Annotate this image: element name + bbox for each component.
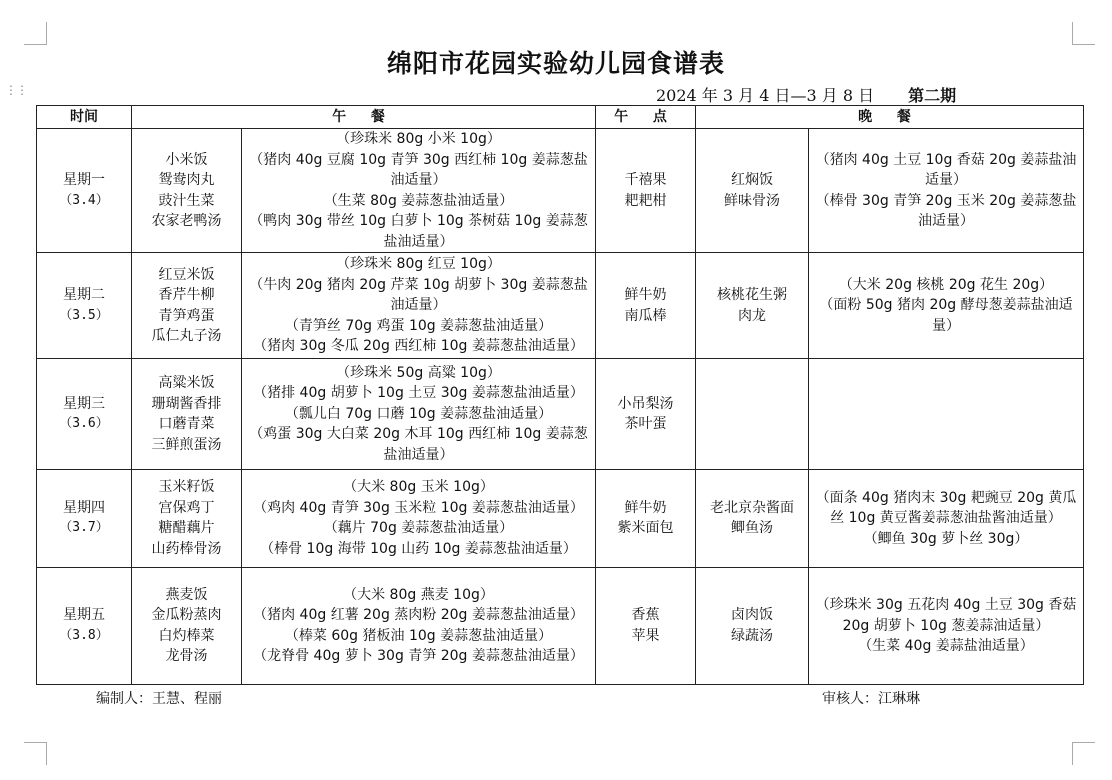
day-cell bbox=[37, 470, 132, 567]
day-date: （3.6） bbox=[59, 416, 109, 431]
snack-cell bbox=[596, 567, 696, 684]
day-name: 星期五 bbox=[63, 607, 105, 624]
lunch-dish: 糖醋藕片 bbox=[158, 520, 215, 537]
day-row bbox=[37, 358, 1084, 469]
dinner-dish: 老北京杂酱面 bbox=[710, 499, 794, 516]
lunch-dish: 金瓜粉蒸肉 bbox=[151, 607, 222, 624]
lunch-dish: 瓜仁丸子汤 bbox=[151, 328, 222, 345]
snack-item: 香蕉 bbox=[631, 607, 660, 624]
lunch-dish: 龙骨汤 bbox=[165, 648, 208, 665]
header-snack: 午 点 bbox=[596, 106, 696, 129]
lunch-ingredient-note: （鸡蛋 30g 大白菜 20g 木耳 10g 西红柿 10g 姜蒜葱盐油适量） bbox=[249, 426, 588, 463]
lunch-ingredient-note: （猪肉 40g 红薯 20g 蒸肉粉 20g 姜蒜葱盐油适量） bbox=[253, 607, 584, 624]
date-range-line bbox=[656, 83, 956, 106]
dinner-dish: 核桃花生粥 bbox=[717, 287, 787, 304]
header-time: 时间 bbox=[37, 106, 132, 129]
snack-item: 紫米面包 bbox=[617, 520, 674, 537]
lunch-dishes-cell bbox=[132, 567, 242, 684]
lunch-dish: 口蘑青菜 bbox=[158, 416, 215, 432]
dinner-dish: 卤肉饭 bbox=[731, 607, 773, 624]
dinner-ingredient-note: （大米 20g 核桃 20g 花生 20g） bbox=[838, 276, 1054, 293]
lunch-ingredient-note: （棒菜 60g 猪板油 10g 姜蒜葱盐油适量） bbox=[284, 627, 553, 644]
dinner-dish: 绿蔬汤 bbox=[731, 627, 773, 644]
day-date: （3.8） bbox=[59, 627, 109, 643]
day-cell bbox=[37, 567, 132, 684]
page-corner-mark bbox=[1072, 22, 1095, 45]
snack-item: 鲜牛奶 bbox=[624, 287, 667, 304]
lunch-ingredient-note: （珍珠米 80g 红豆 10g） bbox=[336, 256, 501, 273]
day-date: （3.7） bbox=[59, 520, 109, 536]
lunch-dish: 宫保鸡丁 bbox=[158, 499, 215, 516]
dinner-ingredients-cell bbox=[809, 358, 1084, 469]
lunch-ingredient-note: （牛肉 20g 猪肉 20g 芹菜 10g 胡萝卜 30g 姜蒜葱盐油适量） bbox=[249, 276, 588, 314]
snack-item: 鲜牛奶 bbox=[624, 499, 667, 516]
dinner-dish: 肉龙 bbox=[738, 307, 766, 324]
header-dinner: 晚 餐 bbox=[696, 106, 1084, 129]
lunch-dish: 豉汁生菜 bbox=[158, 192, 215, 209]
day-cell bbox=[37, 129, 132, 253]
snack-item: 耙耙柑 bbox=[624, 192, 667, 209]
lunch-ingredient-note: （生菜 80g 姜蒜葱盐油适量） bbox=[323, 192, 514, 209]
day-cell bbox=[37, 253, 132, 358]
lunch-dish: 农家老鸭汤 bbox=[151, 213, 222, 230]
dinner-ingredients-cell bbox=[809, 129, 1084, 253]
lunch-dish: 山药棒骨汤 bbox=[151, 540, 222, 557]
editor-credit: 编制人：王慧、程丽 bbox=[96, 691, 222, 707]
lunch-ingredients-cell bbox=[242, 567, 596, 684]
header-row bbox=[37, 106, 1084, 129]
lunch-dishes-cell bbox=[132, 129, 242, 253]
lunch-ingredient-note: （藕片 70g 姜蒜葱盐油适量） bbox=[323, 520, 514, 537]
day-row bbox=[37, 129, 1084, 253]
dinner-ingredient-note: （生菜 40g 姜蒜盐油适量） bbox=[858, 638, 1034, 655]
lunch-ingredient-note: （大米 80g 玉米 10g） bbox=[343, 479, 494, 496]
snack-cell bbox=[596, 253, 696, 358]
dinner-dishes-cell bbox=[696, 567, 809, 684]
lunch-dish: 三鲜煎蛋汤 bbox=[151, 436, 222, 453]
lunch-ingredient-note: （鸡肉 40g 青笋 30g 玉米粒 10g 姜蒜葱盐油适量） bbox=[253, 499, 584, 516]
lunch-dishes-cell bbox=[132, 470, 242, 567]
page-corner-mark bbox=[1072, 742, 1095, 765]
day-name: 星期四 bbox=[63, 499, 105, 516]
dinner-ingredient-note: （猪肉 40g 土豆 10g 香菇 20g 姜蒜盐油适量） bbox=[815, 151, 1077, 189]
lunch-dishes-cell bbox=[132, 358, 242, 469]
date-range: 2024 年 3 月 4 日—3 月 8 日 bbox=[656, 86, 875, 105]
snack-item: 苹果 bbox=[631, 627, 660, 644]
dinner-ingredients-cell bbox=[809, 567, 1084, 684]
lunch-ingredient-note: （猪肉 40g 豆腐 10g 青笋 30g 西红柿 10g 姜蒜葱盐油适量） bbox=[249, 151, 588, 189]
lunch-ingredient-note: （猪肉 30g 冬瓜 20g 西红柿 10g 姜蒜葱盐油适量） bbox=[253, 338, 584, 355]
lunch-dish: 小米饭 bbox=[165, 151, 208, 168]
dinner-ingredient-note: （面条 40g 猪肉末 30g 耙豌豆 20g 黄瓜丝 10g 黄豆酱姜蒜葱油盐酱油适量） bbox=[815, 489, 1077, 527]
dinner-dishes-cell bbox=[696, 470, 809, 567]
lunch-ingredient-note: （瓢儿白 70g 口蘑 10g 姜蒜葱盐油适量） bbox=[284, 405, 553, 422]
day-date: （3.4） bbox=[59, 192, 109, 208]
dinner-dishes-cell bbox=[696, 358, 809, 469]
day-cell bbox=[37, 358, 132, 469]
day-name: 星期三 bbox=[63, 395, 105, 412]
dinner-dish: 红焖饭 bbox=[731, 172, 773, 189]
lunch-dish: 白灼棒菜 bbox=[158, 627, 215, 644]
dinner-dish: 鲜味骨汤 bbox=[724, 192, 780, 209]
lunch-ingredient-note: （鸭肉 30g 带丝 10g 白萝卜 10g 茶树菇 10g 姜蒜葱盐油适量） bbox=[249, 213, 588, 250]
lunch-dish: 珊瑚酱香排 bbox=[151, 395, 222, 412]
lunch-dishes-cell bbox=[132, 253, 242, 358]
snack-item: 茶叶蛋 bbox=[624, 416, 667, 432]
lunch-ingredient-note: （珍珠米 50g 高粱 10g） bbox=[336, 364, 501, 381]
dinner-ingredient-note: （棒骨 30g 青笋 20g 玉米 20g 姜蒜葱盐油适量） bbox=[815, 192, 1077, 230]
lunch-ingredients-cell bbox=[242, 253, 596, 358]
lunch-dish: 香芹牛柳 bbox=[158, 287, 215, 304]
dinner-dish: 鲫鱼汤 bbox=[731, 520, 773, 537]
day-name: 星期二 bbox=[63, 287, 105, 304]
snack-cell bbox=[596, 470, 696, 567]
page-corner-mark bbox=[24, 22, 47, 45]
lunch-dish: 高粱米饭 bbox=[158, 375, 215, 391]
table-drag-handle-icon[interactable]: ⋮⋮ bbox=[5, 83, 27, 97]
dinner-ingredients-cell bbox=[809, 470, 1084, 567]
snack-cell bbox=[596, 129, 696, 253]
dinner-ingredient-note: （鲫鱼 30g 萝卜丝 30g） bbox=[863, 530, 1029, 547]
header-lunch: 午 餐 bbox=[132, 106, 596, 129]
lunch-ingredients-cell bbox=[242, 470, 596, 567]
day-row bbox=[37, 253, 1084, 358]
lunch-ingredient-note: （青笋丝 70g 鸡蛋 10g 姜蒜葱盐油适量） bbox=[284, 317, 553, 334]
dinner-ingredient-note: （珍珠米 30g 五花肉 40g 土豆 30g 香菇 20g 胡萝卜 10g 葱姜蒜油适量） bbox=[815, 597, 1077, 634]
lunch-ingredient-note: （珍珠米 80g 小米 10g） bbox=[336, 131, 501, 148]
menu-table bbox=[36, 105, 1084, 685]
lunch-dish: 红豆米饭 bbox=[158, 266, 215, 283]
day-row bbox=[37, 470, 1084, 567]
lunch-ingredient-note: （猪排 40g 胡萝卜 10g 土豆 30g 姜蒜葱盐油适量） bbox=[253, 385, 584, 402]
snack-item: 小吊梨汤 bbox=[617, 395, 674, 412]
dinner-dishes-cell bbox=[696, 129, 809, 253]
period-label: 第二期 bbox=[908, 86, 957, 105]
snack-item: 千禧果 bbox=[624, 172, 667, 189]
lunch-ingredient-note: （龙脊骨 40g 萝卜 30g 青笋 20g 姜蒜葱盐油适量） bbox=[253, 648, 584, 665]
page-corner-mark bbox=[24, 742, 47, 765]
lunch-ingredient-note: （大米 80g 燕麦 10g） bbox=[343, 586, 494, 603]
lunch-dish: 燕麦饭 bbox=[165, 586, 208, 603]
day-date: （3.5） bbox=[59, 307, 109, 323]
lunch-ingredients-cell bbox=[242, 129, 596, 253]
page-title: 绵阳市花园实验幼儿园食谱表 bbox=[386, 49, 725, 78]
lunch-dish: 鸳鸯肉丸 bbox=[158, 172, 215, 189]
dinner-ingredients-cell bbox=[809, 253, 1084, 358]
lunch-dish: 玉米籽饭 bbox=[158, 479, 215, 496]
day-name: 星期一 bbox=[63, 172, 105, 189]
snack-item: 南瓜棒 bbox=[624, 307, 667, 324]
lunch-ingredients-cell bbox=[242, 358, 596, 469]
lunch-ingredient-note: （棒骨 10g 海带 10g 山药 10g 姜蒜葱盐油适量） bbox=[260, 540, 577, 557]
dinner-dishes-cell bbox=[696, 253, 809, 358]
lunch-dish: 青笋鸡蛋 bbox=[158, 307, 215, 324]
dinner-ingredient-note: （面粉 50g 猪肉 20g 酵母葱姜蒜盐油适量） bbox=[819, 297, 1073, 334]
day-row bbox=[37, 567, 1084, 684]
snack-cell bbox=[596, 358, 696, 469]
reviewer-credit: 审核人：江琳琳 bbox=[822, 691, 920, 707]
